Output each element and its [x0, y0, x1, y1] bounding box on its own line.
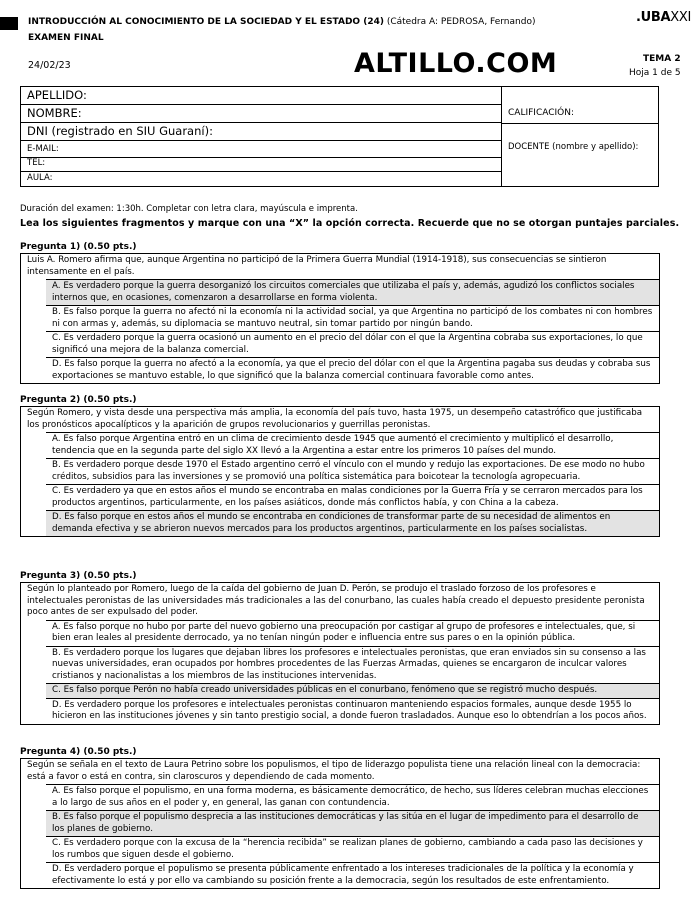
question-stem: Según lo planteado por Romero, luego de la caída del gobierno de Juan D. Perón, se produjo el traslado forzoso de los profesores e intelectuales peronistas de las universidades más tradicionales a las del conurbano, las cuales había creado el depuesto presidente peronista poco antes de ser expulsado del poder.: [27, 584, 645, 617]
option-b[interactable]: B. Es falso porque la guerra no afectó ni la economía ni la actividad social, ya que Argentina no participó de los combates ni con hombres ni con armas y, además, su diplomacia se mantuvo neutral, sin tomar partido por ningún bando.: [46, 305, 659, 331]
question-label: Pregunta 3) (0.50 pts.): [20, 571, 137, 581]
option-c[interactable]: C. Es verdadero porque con la excusa de la “herencia recibida” se realizan planes de gobierno, cambiando a cada paso las decisiones y los rumbos que siguen desde el gobierno.: [46, 836, 659, 862]
dni-field[interactable]: DNI (registrado en SIU Guaraní):: [21, 123, 501, 141]
nombre-field[interactable]: NOMBRE:: [21, 105, 501, 123]
question-3: [20, 570, 660, 725]
student-fields: [21, 87, 502, 186]
question-body: [20, 582, 660, 725]
question-body: [20, 406, 660, 537]
question-1: [20, 241, 660, 384]
student-info-box: [20, 86, 659, 187]
exam-date: 24/02/23: [28, 60, 71, 71]
option-a[interactable]: A. Es falso porque Argentina entró en un clima de crecimiento desde 1945 que aumentó el crecimiento y multiplicó el desarrollo, tendencia que en la segunda parte del siglo XX llevó a la Argentina a estar entre los primeros 10 países del mundo.: [46, 432, 659, 458]
option-d[interactable]: D. Es verdadero porque los profesores e intelectuales peronistas continuaron manteniendo espacios formales, aunque desde 1955 lo hicieron en las instituciones jóvenes y sin tanto prestigio social, a donde fueron trasladados. Aunque eso lo obtendrían a los pocos años.: [46, 698, 659, 724]
aula-field[interactable]: AULA:: [27, 173, 53, 183]
option-d[interactable]: D. Es falso porque la guerra no afectó a la economía, ya que el precio del dólar con el que la Argentina pagaba sus deudas y cobraba sus exportaciones se mantuvo estable, lo que significó que la balanza comercial continuara favorable como antes.: [46, 357, 659, 383]
watermark: ALTILLO.COM: [354, 48, 558, 79]
question-2: [20, 394, 660, 537]
email-field[interactable]: E-MAIL:: [21, 141, 501, 158]
calificacion-label: CALIFICACIÓN:: [508, 108, 575, 118]
option-c[interactable]: C. Es verdadero porque la guerra ocasionó un aumento en el precio del dólar con el que la Argentina cobraba sus exportaciones, lo que significó una mejora de la balanza comercial.: [46, 331, 659, 357]
option-a[interactable]: A. Es verdadero porque la guerra desorganizó los circuitos comerciales que utilizaba el país y, además, agudizó los conflictos sociales internos que, en ocasiones, comenzaron a desarrollarse en forma violenta.: [46, 279, 659, 305]
docente-label: DOCENTE (nombre y apellido):: [508, 142, 639, 152]
question-body: [20, 758, 660, 889]
exam-type: EXAMEN FINAL: [28, 33, 104, 43]
info-divider: [501, 123, 658, 124]
question-stem: Según Romero, y vista desde una perspectiva más amplia, la economía del país tuvo, hasta 1975, un desempeño catastrófico que justificaba los pronósticos apocalípticos y la aparición de grupos revolucionarios y guerrillas peronistas.: [27, 408, 643, 430]
tel-field[interactable]: TEL:: [21, 155, 501, 172]
question-stem: Según se señala en el texto de Laura Petrino sobre los populismos, el tipo de liderazgo populista tiene una relación lineal con la democracia: está a favor o está en contra, sin claroscuros y dependiendo de cada momento.: [27, 760, 641, 782]
question-label: Pregunta 1) (0.50 pts.): [20, 242, 137, 252]
option-b[interactable]: B. Es falso porque el populismo desprecia a las instituciones democráticas y las sitúa en el lugar de impedimento para el desarrollo de los planes de gobierno.: [46, 810, 659, 836]
question-body: [20, 253, 660, 384]
uba-xxi-logo: [636, 10, 691, 25]
course-title: INTRODUCCIÓN AL CONOCIMIENTO DE LA SOCIEDAD Y EL ESTADO (24): [28, 17, 384, 27]
option-d[interactable]: D. Es falso porque en estos años el mundo se encontraba en condiciones de transformar parte de su necesidad de alimentos en demanda efectiva y se abrieron nuevos mercados para los productos argentinos, particularmente en los países socialistas.: [46, 510, 659, 536]
apellido-field[interactable]: APELLIDO:: [21, 87, 501, 105]
option-b[interactable]: B. Es verdadero porque desde 1970 el Estado argentino cerró el vínculo con el mundo y redujo las exportaciones. De ese modo no hubo créditos, subsidios para las inversiones y se promovió una política sistemática para boicotear la tecnología agropecuaria.: [46, 458, 659, 484]
logo-uba-text: .UBA: [636, 10, 671, 25]
page-count: Hoja 1 de 5: [629, 68, 681, 78]
option-c[interactable]: C. Es falso porque Perón no había creado universidades públicas en el conurbano, fenómeno que se registró mucho después.: [46, 683, 659, 698]
option-a[interactable]: A. Es falso porque no hubo por parte del nuevo gobierno una preocupación por castigar al grupo de profesores e intelectuales, que, si bien eran leales al presidente derrocado, ya no tenían ningún poder e influencia entre sus pares o en la opinión pública.: [46, 620, 659, 646]
chair-name: (Cátedra A: PEDROSA, Fernando): [386, 17, 536, 27]
course-title-line: [28, 17, 535, 27]
question-4: [20, 746, 660, 889]
question-label: Pregunta 2) (0.50 pts.): [20, 395, 137, 405]
option-a[interactable]: A. Es falso porque el populismo, en una forma moderna, es básicamente democrático, de hecho, sus líderes celebran muchas elecciones a lo largo de sus años en el poder y, en general, las ganan con contundencia.: [46, 784, 659, 810]
instructions-main: Lea los siguientes fragmentos y marque con una “X” la opción correcta. Recuerde que no se otorgan puntajes parciales.: [20, 218, 680, 229]
option-d[interactable]: D. Es verdadero porque el populismo se presenta públicamente enfrentado a los intereses tradicionales de la política y la economía y efectivamente lo está y por ello va cambiando su posición frente a la democracia, según los resultados de este enfrentamiento.: [46, 862, 659, 888]
logo-xxi-text: XXI: [670, 10, 692, 25]
header-black-bar: [0, 17, 18, 30]
tema-label: TEMA 2: [643, 54, 681, 64]
question-stem: Luis A. Romero afirma que, aunque Argentina no participó de la Primera Guerra Mundial (1914-1918), sus consecuencias se sintieron intensamente en el país.: [27, 255, 607, 277]
question-label: Pregunta 4) (0.50 pts.): [20, 747, 137, 757]
option-b[interactable]: B. Es verdadero porque los lugares que dejaban libres los profesores e intelectuales peronistas, que eran enviados sin su consenso a las nuevas universidades, eran ocupados por hombres procedentes de las Fuerzas Armadas, quienes se encargaron de inculcar valores cristianos y nacionalistas a los miembros de las instituciones intervenidas.: [46, 646, 659, 684]
option-c[interactable]: C. Es verdadero ya que en estos años el mundo se encontraba en malas condiciones por la Guerra Fría y se cerraron mercados para los productos argentinos, particularmente, en los países asiáticos, donde más conflictos había, y con China a la cabeza.: [46, 484, 659, 510]
duration-note: Duración del examen: 1:30h. Completar con letra clara, mayúscula e imprenta.: [20, 204, 358, 214]
